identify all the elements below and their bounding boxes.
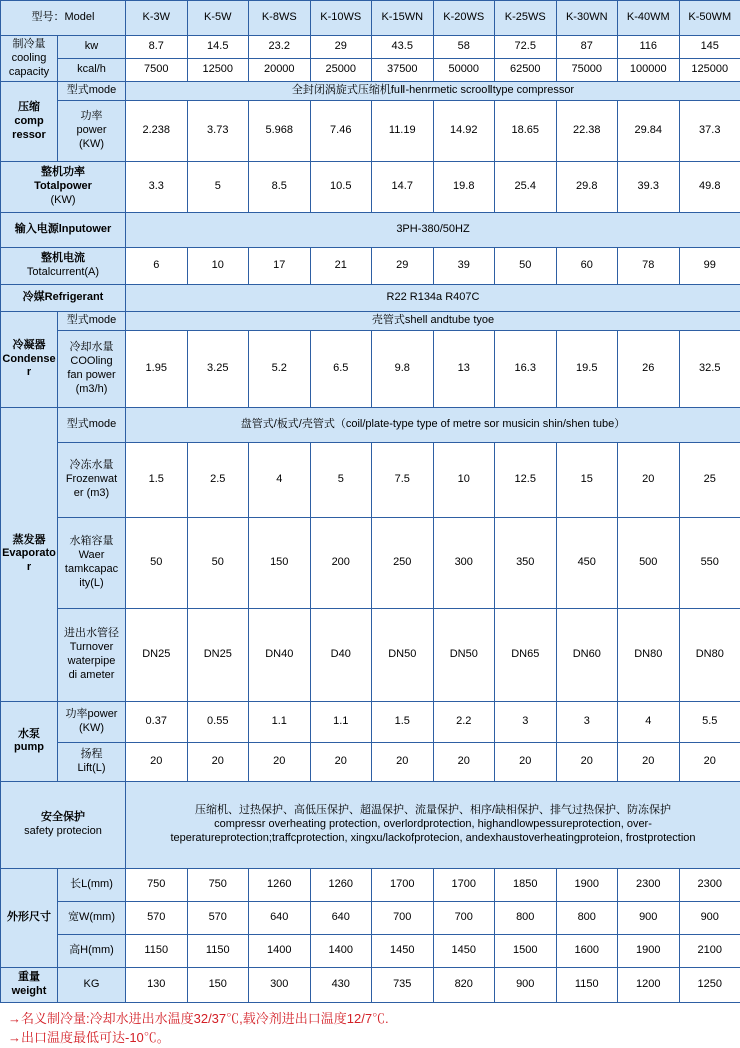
cell-pump-lift-2: 20 — [249, 742, 311, 781]
unit-pump-power — [58, 701, 126, 742]
table-row-evaporator-frozen — [1, 442, 740, 517]
cell-weight-9: 1250 — [679, 967, 740, 1002]
cell-compressor-power-0: 2.238 — [126, 101, 188, 162]
table-row-dimension-length — [1, 868, 740, 901]
cell-evaporator-frozen-8: 20 — [618, 442, 680, 517]
cooling-label-en2: capacity — [2, 66, 56, 80]
unit-compressor-type: 型式mode — [58, 82, 126, 101]
row-label-refrigerant: 冷媒Refrigerant — [1, 285, 126, 312]
table-row-pump-power — [1, 701, 740, 742]
cell-dimension-width-3: 640 — [310, 901, 372, 934]
cell-input-power-value: 3PH-380/50HZ — [126, 213, 740, 248]
cell-pump-power-6: 3 — [495, 701, 557, 742]
cell-pump-lift-4: 20 — [372, 742, 434, 781]
table-row-evaporator-pipe — [1, 608, 740, 701]
cell-cooling-kcal-2: 20000 — [249, 59, 311, 82]
unit-condenser-type: 型式mode — [58, 312, 126, 331]
header-model-9: K-50WM — [679, 1, 740, 36]
unit-dimension-height: 高H(mm) — [58, 934, 126, 967]
cell-evaporator-type-value: 盘管式/板式/壳管式（coil/plate-type type of metre sor musicin shin/shen tube） — [126, 407, 740, 442]
cell-dimension-width-2: 640 — [249, 901, 311, 934]
cell-condenser-fan-8: 26 — [618, 330, 680, 407]
cell-evaporator-tank-9: 550 — [679, 517, 740, 608]
table-row-input-power — [1, 213, 740, 248]
cell-evaporator-pipe-8: DN80 — [618, 608, 680, 701]
condenser-fan-en3: (m3/h) — [59, 383, 124, 397]
header-model-4: K-15WN — [372, 1, 434, 36]
cell-dimension-height-8: 1900 — [618, 934, 680, 967]
cell-dimension-length-0: 750 — [126, 868, 188, 901]
row-label-safety — [1, 781, 126, 868]
cell-dimension-length-9: 2300 — [679, 868, 740, 901]
row-label-condenser — [1, 312, 58, 408]
cell-cooling-kcal-6: 62500 — [495, 59, 557, 82]
evaporator-tank-en3: ity(L) — [59, 577, 124, 591]
condenser-label-cn: 冷凝器 — [2, 339, 56, 353]
cell-compressor-power-4: 11.19 — [372, 101, 434, 162]
cell-weight-3: 430 — [310, 967, 372, 1002]
cell-evaporator-frozen-4: 7.5 — [372, 442, 434, 517]
cell-condenser-fan-6: 16.3 — [495, 330, 557, 407]
total-current-label-cn: 整机电流 — [2, 252, 124, 266]
header-model-5: K-20WS — [433, 1, 495, 36]
cell-condenser-fan-1: 3.25 — [187, 330, 249, 407]
cell-pump-power-2: 1.1 — [249, 701, 311, 742]
cell-weight-4: 735 — [372, 967, 434, 1002]
footnote-2-row — [8, 1028, 740, 1048]
unit-dimension-length: 长L(mm) — [58, 868, 126, 901]
table-row-dimension-height — [1, 934, 740, 967]
evaporator-frozen-en2: er (m3) — [59, 487, 124, 501]
cell-condenser-fan-5: 13 — [433, 330, 495, 407]
compressor-power-en: power — [59, 124, 124, 138]
condenser-fan-en2: fan power — [59, 369, 124, 383]
table-row-safety — [1, 781, 740, 868]
cell-total-power-2: 8.5 — [249, 162, 311, 213]
cell-pump-power-5: 2.2 — [433, 701, 495, 742]
cell-evaporator-pipe-1: DN25 — [187, 608, 249, 701]
cell-cooling-kcal-1: 12500 — [187, 59, 249, 82]
pump-lift-cn: 扬程 — [59, 748, 124, 762]
cell-total-power-6: 25.4 — [495, 162, 557, 213]
cell-pump-power-0: 0.37 — [126, 701, 188, 742]
cell-pump-lift-6: 20 — [495, 742, 557, 781]
cell-refrigerant-value: R22 R134a R407C — [126, 285, 740, 312]
cell-cooling-kw-3: 29 — [310, 36, 372, 59]
cell-evaporator-frozen-1: 2.5 — [187, 442, 249, 517]
row-label-evaporator — [1, 407, 58, 701]
cell-evaporator-pipe-7: DN60 — [556, 608, 618, 701]
cell-total-current-8: 78 — [618, 248, 680, 285]
total-power-label-en: Totalpower — [2, 180, 124, 194]
cell-cooling-kcal-5: 50000 — [433, 59, 495, 82]
cell-total-power-3: 10.5 — [310, 162, 372, 213]
pump-label-cn: 水泵 — [2, 728, 56, 742]
cell-evaporator-tank-7: 450 — [556, 517, 618, 608]
cell-dimension-width-0: 570 — [126, 901, 188, 934]
cell-evaporator-pipe-3: D40 — [310, 608, 372, 701]
header-model-0: K-3W — [126, 1, 188, 36]
evaporator-pipe-cn: 进出水管径 — [59, 627, 124, 641]
cell-compressor-power-2: 5.968 — [249, 101, 311, 162]
compressor-power-cn: 功率 — [59, 110, 124, 124]
row-label-total-current — [1, 248, 126, 285]
footnote-1: 名义制冷量:冷却水进出水温度32/37℃,载冷剂进出口温度12/7℃. — [21, 1011, 389, 1026]
row-label-pump — [1, 701, 58, 781]
evaporator-label-cn: 蒸发器 — [2, 534, 56, 548]
cell-dimension-height-1: 1150 — [187, 934, 249, 967]
safety-line-1: 压缩机、过热保护、高低压保护、超温保护、流量保护、相序/缺相保护、排气过热保护、防冻保护 — [127, 804, 739, 818]
cell-cooling-kw-0: 8.7 — [126, 36, 188, 59]
cooling-label-en1: cooling — [2, 52, 56, 66]
cell-condenser-fan-0: 1.95 — [126, 330, 188, 407]
cell-total-current-6: 50 — [495, 248, 557, 285]
cell-weight-1: 150 — [187, 967, 249, 1002]
compressor-label-en2: ressor — [2, 129, 56, 143]
cell-evaporator-pipe-6: DN65 — [495, 608, 557, 701]
table-row-compressor-type — [1, 82, 740, 101]
cell-evaporator-tank-0: 50 — [126, 517, 188, 608]
row-label-weight — [1, 967, 58, 1002]
cell-dimension-width-5: 700 — [433, 901, 495, 934]
header-model-3: K-10WS — [310, 1, 372, 36]
cell-evaporator-pipe-2: DN40 — [249, 608, 311, 701]
cell-pump-power-4: 1.5 — [372, 701, 434, 742]
cell-dimension-height-3: 1400 — [310, 934, 372, 967]
table-row-pump-lift — [1, 742, 740, 781]
cell-pump-lift-8: 20 — [618, 742, 680, 781]
total-power-label-cn: 整机功率 — [2, 166, 124, 180]
cell-pump-power-1: 0.55 — [187, 701, 249, 742]
cooling-label-cn: 制冷量 — [2, 38, 56, 52]
condenser-fan-en1: COOling — [59, 355, 124, 369]
cell-dimension-length-6: 1850 — [495, 868, 557, 901]
row-label-compressor — [1, 82, 58, 162]
cell-safety-text — [126, 781, 740, 868]
header-model-8: K-40WM — [618, 1, 680, 36]
cell-pump-lift-7: 20 — [556, 742, 618, 781]
cell-dimension-length-1: 750 — [187, 868, 249, 901]
compressor-label-en1: comp — [2, 115, 56, 129]
cell-dimension-height-2: 1400 — [249, 934, 311, 967]
cell-cooling-kcal-7: 75000 — [556, 59, 618, 82]
evaporator-pipe-en3: di ameter — [59, 669, 124, 683]
cell-weight-8: 1200 — [618, 967, 680, 1002]
unit-weight: KG — [58, 967, 126, 1002]
unit-evaporator-pipe — [58, 608, 126, 701]
cell-compressor-power-9: 37.3 — [679, 101, 740, 162]
cell-dimension-width-9: 900 — [679, 901, 740, 934]
cell-dimension-height-9: 2100 — [679, 934, 740, 967]
cell-dimension-length-4: 1700 — [372, 868, 434, 901]
cell-cooling-kw-9: 145 — [679, 36, 740, 59]
table-row-header — [1, 1, 740, 36]
cell-dimension-length-8: 2300 — [618, 868, 680, 901]
cell-total-power-4: 14.7 — [372, 162, 434, 213]
cell-evaporator-tank-6: 350 — [495, 517, 557, 608]
cell-evaporator-frozen-7: 15 — [556, 442, 618, 517]
cell-evaporator-tank-4: 250 — [372, 517, 434, 608]
cell-cooling-kw-1: 14.5 — [187, 36, 249, 59]
pump-lift-en: Lift(L) — [59, 762, 124, 776]
cell-total-power-1: 5 — [187, 162, 249, 213]
table-row-weight — [1, 967, 740, 1002]
cell-dimension-height-0: 1150 — [126, 934, 188, 967]
unit-evaporator-frozen — [58, 442, 126, 517]
cell-weight-5: 820 — [433, 967, 495, 1002]
cell-evaporator-frozen-3: 5 — [310, 442, 372, 517]
total-current-label-en: Totalcurrent(A) — [2, 266, 124, 280]
cell-evaporator-tank-1: 50 — [187, 517, 249, 608]
safety-label-en: safety protecion — [2, 825, 124, 839]
arrow-icon-1: → — [8, 1011, 19, 1026]
cell-dimension-height-7: 1600 — [556, 934, 618, 967]
table-row-total-power — [1, 162, 740, 213]
cell-evaporator-tank-5: 300 — [433, 517, 495, 608]
cell-evaporator-tank-3: 200 — [310, 517, 372, 608]
arrow-icon-2: → — [8, 1030, 19, 1045]
cell-weight-7: 1150 — [556, 967, 618, 1002]
pump-power-cn: 功率power — [59, 708, 124, 722]
cell-dimension-height-4: 1450 — [372, 934, 434, 967]
cell-compressor-power-7: 22.38 — [556, 101, 618, 162]
cell-pump-lift-9: 20 — [679, 742, 740, 781]
cell-condenser-fan-4: 9.8 — [372, 330, 434, 407]
cell-cooling-kw-4: 43.5 — [372, 36, 434, 59]
cell-total-current-5: 39 — [433, 248, 495, 285]
cell-total-current-7: 60 — [556, 248, 618, 285]
cell-dimension-width-4: 700 — [372, 901, 434, 934]
cell-dimension-height-5: 1450 — [433, 934, 495, 967]
footnote-1-row — [8, 1009, 740, 1029]
cell-condenser-type-value: 壳管式shell andtube tyoe — [126, 312, 740, 331]
cell-compressor-power-3: 7.46 — [310, 101, 372, 162]
cell-compressor-power-5: 14.92 — [433, 101, 495, 162]
cell-evaporator-frozen-6: 12.5 — [495, 442, 557, 517]
table-row-refrigerant — [1, 285, 740, 312]
table-row-compressor-power — [1, 101, 740, 162]
cell-condenser-fan-3: 6.5 — [310, 330, 372, 407]
unit-compressor-power — [58, 101, 126, 162]
unit-cooling-kw: kw — [58, 36, 126, 59]
row-label-total-power — [1, 162, 126, 213]
cell-evaporator-pipe-5: DN50 — [433, 608, 495, 701]
cell-cooling-kcal-3: 25000 — [310, 59, 372, 82]
table-row-condenser-type — [1, 312, 740, 331]
header-model-label: 型号：Model — [1, 1, 126, 36]
header-model-1: K-5W — [187, 1, 249, 36]
cell-pump-power-7: 3 — [556, 701, 618, 742]
evaporator-frozen-en1: Frozenwat — [59, 473, 124, 487]
cell-total-power-5: 19.8 — [433, 162, 495, 213]
cell-dimension-length-5: 1700 — [433, 868, 495, 901]
unit-cooling-kcal: kcal/h — [58, 59, 126, 82]
table-row-condenser-fan — [1, 330, 740, 407]
cell-cooling-kw-7: 87 — [556, 36, 618, 59]
cell-dimension-width-8: 900 — [618, 901, 680, 934]
cell-cooling-kcal-0: 7500 — [126, 59, 188, 82]
compressor-power-kw: (KW) — [59, 138, 124, 152]
cell-cooling-kcal-4: 37500 — [372, 59, 434, 82]
unit-pump-lift — [58, 742, 126, 781]
cell-compressor-power-1: 3.73 — [187, 101, 249, 162]
header-model-2: K-8WS — [249, 1, 311, 36]
row-label-dimensions: 外形尺寸 — [1, 868, 58, 967]
cell-evaporator-frozen-0: 1.5 — [126, 442, 188, 517]
cell-evaporator-frozen-5: 10 — [433, 442, 495, 517]
weight-label-en: weight — [2, 985, 56, 999]
cell-condenser-fan-9: 32.5 — [679, 330, 740, 407]
unit-evaporator-type: 型式mode — [58, 407, 126, 442]
table-row-evaporator-tank — [1, 517, 740, 608]
weight-label-cn: 重量 — [2, 971, 56, 985]
cell-pump-power-3: 1.1 — [310, 701, 372, 742]
cell-total-current-3: 21 — [310, 248, 372, 285]
table-row-evaporator-type — [1, 407, 740, 442]
footnotes — [0, 1009, 740, 1048]
cell-cooling-kcal-8: 100000 — [618, 59, 680, 82]
condenser-fan-cn: 冷却水量 — [59, 341, 124, 355]
row-label-cooling-capacity — [1, 36, 58, 82]
evaporator-frozen-cn: 冷冻水量 — [59, 459, 124, 473]
total-power-label-unit: (KW) — [2, 194, 124, 208]
compressor-label-cn: 压缩 — [2, 101, 56, 115]
pump-power-kw: (KW) — [59, 722, 124, 736]
unit-evaporator-tank — [58, 517, 126, 608]
cell-pump-lift-1: 20 — [187, 742, 249, 781]
cell-total-current-0: 6 — [126, 248, 188, 285]
cell-total-current-1: 10 — [187, 248, 249, 285]
table-row-cooling-kcal — [1, 59, 740, 82]
cell-evaporator-pipe-4: DN50 — [372, 608, 434, 701]
safety-label-cn: 安全保护 — [2, 811, 124, 825]
cell-pump-power-8: 4 — [618, 701, 680, 742]
cell-cooling-kw-6: 72.5 — [495, 36, 557, 59]
pump-label-en: pump — [2, 741, 56, 755]
evaporator-pipe-en2: waterpipe — [59, 655, 124, 669]
table-row-dimension-width — [1, 901, 740, 934]
cell-evaporator-frozen-9: 25 — [679, 442, 740, 517]
cell-weight-6: 900 — [495, 967, 557, 1002]
cell-dimension-width-7: 800 — [556, 901, 618, 934]
cell-compressor-power-6: 18.65 — [495, 101, 557, 162]
safety-line-3: teperatureprotection;traffcprotection, xingxu/lackofprotecion, andexhaustoverheatingproteion, frostprotection — [127, 832, 739, 846]
cell-dimension-width-1: 570 — [187, 901, 249, 934]
cell-total-current-2: 17 — [249, 248, 311, 285]
cell-total-power-7: 29.8 — [556, 162, 618, 213]
cell-pump-lift-0: 20 — [126, 742, 188, 781]
condenser-label-en: Condenser — [2, 353, 56, 381]
footnote-2: 出口温度最低可达-10℃。 — [21, 1030, 170, 1045]
evaporator-tank-en2: tamkcapac — [59, 563, 124, 577]
cell-cooling-kw-2: 23.2 — [249, 36, 311, 59]
cell-compressor-power-8: 29.84 — [618, 101, 680, 162]
cell-dimension-length-7: 1900 — [556, 868, 618, 901]
cell-pump-lift-5: 20 — [433, 742, 495, 781]
cell-compressor-type-value: 全封闭涡旋式压缩机fuⅡ-henrmetic scrooⅡtype compressor — [126, 82, 740, 101]
cell-condenser-fan-2: 5.2 — [249, 330, 311, 407]
evaporator-tank-en1: Waer — [59, 549, 124, 563]
evaporator-pipe-en1: Turnover — [59, 641, 124, 655]
cell-pump-power-9: 5.5 — [679, 701, 740, 742]
safety-line-2: compressr overheating protection, overlordprotection, highandlowpessureprotection, over- — [127, 818, 739, 832]
cell-evaporator-pipe-0: DN25 — [126, 608, 188, 701]
cell-cooling-kw-5: 58 — [433, 36, 495, 59]
cell-weight-0: 130 — [126, 967, 188, 1002]
header-model-7: K-30WN — [556, 1, 618, 36]
cell-pump-lift-3: 20 — [310, 742, 372, 781]
cell-evaporator-pipe-9: DN80 — [679, 608, 740, 701]
cell-total-current-9: 99 — [679, 248, 740, 285]
table-row-cooling-kw — [1, 36, 740, 59]
cell-total-power-9: 49.8 — [679, 162, 740, 213]
cell-total-current-4: 29 — [372, 248, 434, 285]
cell-cooling-kw-8: 116 — [618, 36, 680, 59]
cell-total-power-0: 3.3 — [126, 162, 188, 213]
cell-dimension-height-6: 1500 — [495, 934, 557, 967]
evaporator-tank-cn: 水箱容量 — [59, 535, 124, 549]
row-label-input-power: 输入电源lnputower — [1, 213, 126, 248]
cell-evaporator-tank-8: 500 — [618, 517, 680, 608]
cell-evaporator-frozen-2: 4 — [249, 442, 311, 517]
header-model-6: K-25WS — [495, 1, 557, 36]
cell-total-power-8: 39.3 — [618, 162, 680, 213]
cell-weight-2: 300 — [249, 967, 311, 1002]
cell-evaporator-tank-2: 150 — [249, 517, 311, 608]
cell-cooling-kcal-9: 125000 — [679, 59, 740, 82]
unit-condenser-fan — [58, 330, 126, 407]
evaporator-label-en: Evaporator — [2, 547, 56, 575]
table-row-total-current — [1, 248, 740, 285]
unit-dimension-width: 宽W(mm) — [58, 901, 126, 934]
cell-dimension-length-2: 1260 — [249, 868, 311, 901]
cell-condenser-fan-7: 19.5 — [556, 330, 618, 407]
cell-dimension-width-6: 800 — [495, 901, 557, 934]
cell-dimension-length-3: 1260 — [310, 868, 372, 901]
